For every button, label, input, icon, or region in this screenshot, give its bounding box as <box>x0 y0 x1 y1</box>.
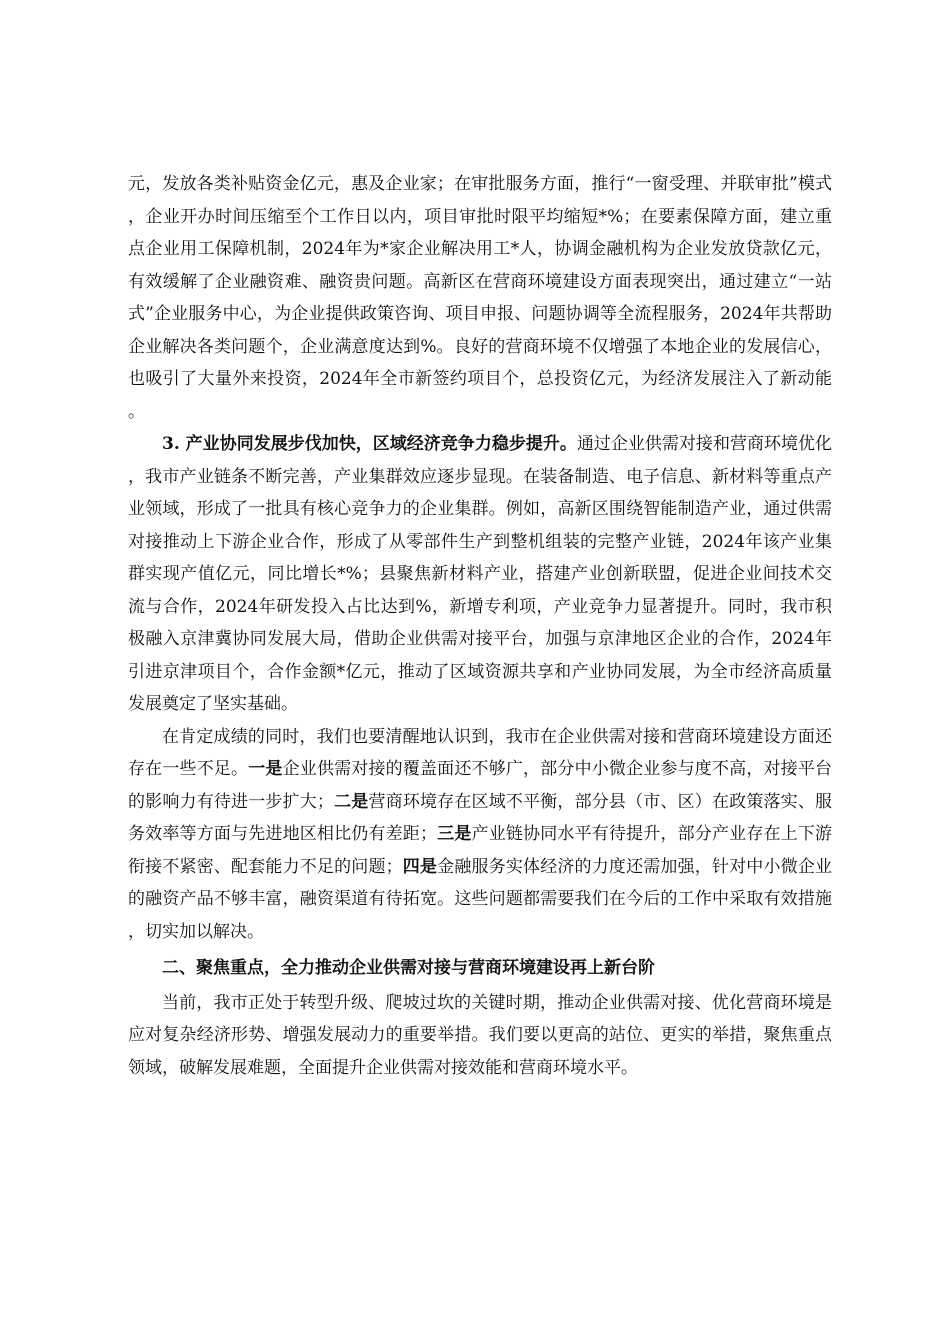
paragraph-section-intro: 当前，我市正处于转型升级、爬坡过坎的关键时期，推动企业供需对接、优化营商环境是应对复杂经济形势、增强发展动力的重要举措。我们要以更高的站位、更实的举措，聚焦重点领域，破解发展难题，全面提升企业供需对接效能和营商环境水平。 <box>128 992 832 1078</box>
point-text-4: 金融服务实体经济的力度还需加强，针对中小微企业的融资产品不够丰富，融资渠道有待拓宽。这些问题都需要我们在今后的工作中采取有效措施，切实加以解决。 <box>128 856 833 942</box>
paragraph-industry-synergy <box>128 428 832 721</box>
point-text-1: 企业供需对接的覆盖面还不够广，部分中小微企业参与度不高，对接平台的影响力有待进一步扩大； <box>128 759 833 812</box>
paragraph-continuation: 元，发放各类补贴资金亿元，惠及企业家；在审批服务方面，推行“一窗受理、并联审批”模式，企业开办时间压缩至个工作日以内，项目审批时限平均缩短*%；在要素保障方面，建立重点企业用工保障机制，2024年为*家企业解决用工*人，协调金融机构为企业发放贷款亿元，有效缓解了企业融资难、融资贵问题。高新区在营商环境建设方面表现突出，通过建立“一站式”企业服务中心，为企业提供政策咨询、项目申报、问题协调等全流程服务，2024年共帮助企业解决各类问题个，企业满意度达到%。良好的营商环境不仅增强了本地企业的发展信心，也吸引了大量外来投资，2024年全市新签约项目个，总投资亿元，为经济发展注入了新动能。 <box>128 174 832 422</box>
point-text-3: 产业链协同水平有待提升，部分产业存在上下游衔接不紧密、配套能力不足的问题； <box>128 824 833 877</box>
paragraph-shortcomings <box>128 721 832 949</box>
point-label-4: 四是 <box>402 856 438 877</box>
point-label-1: 一是 <box>248 759 283 779</box>
paragraph-lead-bold: 3. 产业协同发展步伐加快，区域经济竞争力稳步提升。 <box>162 434 577 454</box>
point-label-2: 二是 <box>333 791 369 812</box>
point-label-3: 三是 <box>436 824 472 844</box>
point-text-2: 营商环境存在区域不平衡，部分县（市、区）在政策落实、服务效率等方面与先进地区相比仍有差距； <box>128 791 833 844</box>
paragraph-text: 通过企业供需对接和营商环境优化，我市产业链条不断完善，产业集群效应逐步显现。在装备制造、电子信息、新材料等重点产业领域，形成了一批具有核心竞争力的企业集群。例如，高新区围绕智能制造产业，通过供需对接推动上下游企业合作，形成了从零部件生产到整机组装的完整产业链，2024年该产业集群实现产值亿元，同比增长*%；县聚焦新材料产业，搭建产业创新联盟，促进企业间技术交流与合作，2024年研发投入占比达到%，新增专利项，产业竞争力显著提升。同时，我市积极融入京津冀协同发展大局，借助企业供需对接平台，加强与京津地区企业的合作，2024年引进京津项目个，合作金额*亿元，推动了区域资源共享和产业协同发展，为全市经济高质量发展奠定了坚实基础。 <box>128 434 832 714</box>
document-body <box>128 168 832 1084</box>
section-heading-2: 二、聚焦重点，全力推动企业供需对接与营商环境建设再上新台阶 <box>162 958 655 978</box>
paragraph-intro: 在肯定成绩的同时，我们也要清醒地认识到，我市在企业供需对接和营商环境建设方面还存在一些不足。 <box>128 726 832 779</box>
